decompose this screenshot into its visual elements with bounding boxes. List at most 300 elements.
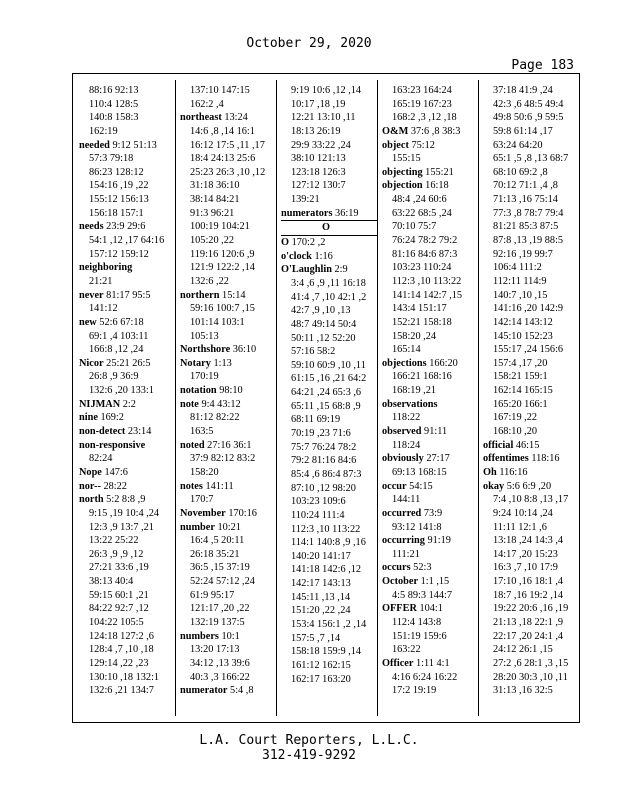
index-continuation-line: 65:11 ,15 68:8 ,9 (291, 400, 361, 412)
index-continuation-line: 142:14 143:12 (493, 316, 553, 328)
index-references: 116:16 (496, 466, 528, 478)
index-continuation-line: 165:20 166:1 (493, 398, 548, 410)
index-headword-line (79, 466, 175, 480)
column-divider (276, 80, 277, 716)
index-continuation-line: 18:13 26:19 (291, 125, 341, 137)
index-continuation-line: 119:16 120:6 ,9 (190, 248, 255, 260)
index-headword: Nope (79, 466, 102, 478)
index-continuation-line: 13:22 25:22 (89, 535, 139, 547)
index-headword-line (180, 398, 276, 412)
index-continuation-line: 17:2 19:19 (392, 685, 437, 697)
index-references: 169:2 (97, 412, 124, 424)
index-headword: o'clock (281, 250, 312, 262)
index-continuation-line: 26:3 ,9 ,9 ,12 (89, 548, 144, 560)
index-continuation-line: 68:11 69:19 (291, 414, 341, 426)
index-references: 118:16 (528, 453, 560, 465)
footer-phone: 312-419-9292 (262, 748, 356, 763)
index-headword-line (483, 452, 579, 466)
index-continuation-line: 140:20 141:17 (291, 550, 351, 562)
index-references: 5:4 ,8 (227, 685, 254, 697)
index-headword: northern (180, 289, 220, 301)
index-continuation-line: 13:18 ,24 14:3 ,4 (493, 535, 564, 547)
index-references: 9:4 43:12 (198, 398, 241, 410)
index-continuation-line: 16:12 17:5 ,11 ,17 (190, 139, 265, 151)
index-continuation-line: 163:23 164:24 (392, 85, 452, 96)
index-headword: notes (180, 480, 203, 492)
index-continuation-line: 63:22 68:5 ,24 (392, 207, 452, 219)
index-continuation-line: 9:15 ,19 10:4 ,24 (89, 507, 160, 519)
index-references: 36:10 (230, 344, 257, 356)
index-headword-line (79, 139, 175, 153)
index-continuation-line: 21:13 ,18 22:1 ,9 (493, 616, 564, 628)
index-headword-line (483, 439, 579, 453)
index-continuation-line: 110:4 128:5 (89, 98, 139, 110)
index-references: 75:12 (408, 139, 435, 151)
index-references: 104:1 (416, 603, 443, 615)
index-headword: occur (382, 480, 407, 492)
index-continuation-line: 42:3 ,6 48:5 49:4 (493, 98, 564, 110)
index-continuation-line: 145:11 ,13 ,14 (291, 591, 351, 603)
index-continuation-line: 168:2 ,3 ,12 ,18 (392, 112, 457, 124)
index-continuation-line: 52:24 57:12 ,24 (190, 576, 255, 588)
index-headword-line (382, 602, 478, 616)
index-continuation-line: 100:19 104:21 (190, 221, 250, 233)
index-references: 1:13 (210, 357, 232, 369)
index-headword: nor-- (79, 480, 101, 492)
index-continuation-line: 112:3 ,10 113:22 (291, 523, 361, 535)
index-continuation-line: 36:5 ,15 37:19 (190, 562, 250, 574)
index-continuation-line: 143:4 151:17 (392, 303, 447, 315)
index-headword-line (79, 425, 175, 439)
index-continuation-line: 86:23 128:12 (89, 166, 144, 178)
index-continuation-line: 37:9 82:12 83:2 (190, 453, 256, 465)
index-headword: O (281, 237, 290, 249)
index-headword-line (180, 630, 276, 644)
index-headword-line (483, 466, 579, 480)
index-headword-line (382, 139, 478, 153)
index-references: 1:11 4:1 (413, 657, 450, 669)
index-headword: northeast (180, 112, 222, 124)
index-continuation-line: 59:10 60:9 ,10 ,11 (291, 359, 366, 371)
index-continuation-line: 162:2 ,4 (190, 98, 224, 110)
index-references: 5:6 6:9 ,20 (504, 480, 552, 492)
index-continuation-line: 70:19 ,23 71:6 (291, 428, 351, 440)
index-headword-line (180, 521, 276, 535)
index-headword-line (483, 480, 579, 494)
index-headword: nine (79, 412, 98, 424)
index-continuation-line: 34:12 ,13 39:6 (190, 657, 250, 669)
index-continuation-line: 57:3 79:18 (89, 153, 134, 165)
index-headword: number (180, 521, 215, 533)
index-continuation-line: 106:4 111:2 (493, 262, 542, 274)
index-continuation-line: 88:16 92:13 (89, 85, 139, 96)
index-references: 10:1 (218, 630, 240, 642)
index-continuation-line: 87:10 ,12 98:20 (291, 482, 356, 494)
index-headword: Oh (483, 466, 497, 478)
index-headword: observed (382, 426, 422, 438)
index-continuation-line: 12:21 13:10 ,11 (291, 112, 356, 124)
index-continuation-line: 26:18 35:21 (190, 548, 240, 560)
index-references: 28:22 (100, 480, 127, 492)
index-continuation-line: 48:4 ,24 60:6 (392, 194, 447, 206)
index-continuation-line: 162:17 163:20 (291, 673, 351, 685)
index-headword-line (180, 507, 276, 521)
index-references: 170:2 ,2 (289, 237, 326, 249)
index-references: 9:12 51:13 (109, 139, 157, 151)
index-references: 36:19 (332, 207, 359, 219)
index-continuation-line: 170:19 (190, 371, 219, 383)
index-continuation-line: 9:24 10:14 ,24 (493, 507, 553, 519)
index-headword-line (180, 684, 276, 698)
index-continuation-line: 137:10 147:15 (190, 85, 250, 96)
index-continuation-line: 17:10 ,16 18:1 ,4 (493, 576, 564, 588)
index-continuation-line: 82:24 (89, 453, 113, 465)
index-continuation-line: 69:1 ,4 103:11 (89, 330, 149, 342)
index-headword-line (281, 263, 377, 277)
index-headword-line (180, 289, 276, 303)
index-headword-line (382, 357, 478, 371)
index-continuation-line: 87:8 ,13 ,19 88:5 (493, 235, 564, 247)
index-references: 46:15 (513, 439, 540, 451)
index-headword: non-detect (79, 426, 126, 438)
index-continuation-line: 65:1 ,5 ,8 ,13 68:7 (493, 153, 569, 165)
index-continuation-line: 142:17 143:13 (291, 578, 351, 590)
index-headword: October (382, 576, 419, 588)
index-references: 98:10 (216, 385, 243, 397)
index-continuation-line: 54:1 ,12 ,17 64:16 (89, 235, 165, 247)
index-continuation-line: 141:12 (89, 303, 118, 315)
index-references: 25:21 26:5 (103, 357, 151, 369)
index-headword-line (382, 507, 478, 521)
index-headword-line (382, 179, 478, 193)
index-headword-line (79, 493, 175, 507)
index-continuation-line: 121:17 ,20 ,22 (190, 603, 250, 615)
index-continuation-line: 158:20 ,24 (392, 330, 437, 342)
index-continuation-line: 38:14 84:21 (190, 194, 240, 206)
index-continuation-line: 28:20 30:3 ,10 ,11 (493, 671, 568, 683)
page-number: Page 183 (511, 58, 574, 73)
index-continuation-line: 156:18 157:1 (89, 207, 144, 219)
index-continuation-line: 4:5 89:3 144:7 (392, 589, 453, 601)
index-headword: occurring (382, 535, 425, 547)
index-continuation-line: 141:16 ,20 142:9 (493, 303, 564, 315)
index-headword: non-responsive (79, 439, 146, 451)
index-continuation-line: 165:14 (392, 344, 421, 356)
index-headword-line (180, 439, 276, 453)
index-continuation-line: 170:7 (190, 494, 214, 506)
index-continuation-line: 114:1 140:8 ,9 ,16 (291, 537, 366, 549)
index-continuation-line: 103:23 110:24 (392, 262, 452, 274)
index-headword-line (382, 125, 478, 139)
index-headword: object (382, 139, 409, 151)
index-continuation-line: 103:23 109:6 (291, 496, 346, 508)
index-continuation-line: 158:20 (190, 466, 219, 478)
index-references: 10:21 (214, 521, 241, 533)
footer-company: L.A. Court Reporters, L.L.C. (199, 733, 419, 748)
index-headword: north (79, 494, 104, 506)
index-continuation-line: 3:4 ,6 ,9 ,11 16:18 (291, 277, 366, 289)
index-continuation-line: 10:17 ,18 ,19 (291, 98, 346, 110)
index-continuation-line: 129:14 ,22 ,23 (89, 657, 149, 669)
index-continuation-line: 21:21 (89, 275, 113, 287)
column-divider (377, 80, 378, 716)
index-headword: occurs (382, 562, 411, 574)
index-continuation-line: 161:12 162:15 (291, 659, 351, 671)
index-continuation-line: 31:18 36:10 (190, 180, 240, 192)
index-continuation-line: 18:4 24:13 25:6 (190, 153, 256, 165)
index-headword: Northshore (180, 344, 231, 356)
index-continuation-line: 155:17 ,24 156:6 (493, 344, 564, 356)
index-references: 1:1 ,15 (418, 576, 450, 588)
index-continuation-line: 16:3 ,7 ,10 17:9 (493, 562, 558, 574)
index-headword-line (79, 439, 175, 453)
index-continuation-line: 168:10 ,20 (493, 426, 538, 438)
index-continuation-line: 168:19 ,21 (392, 385, 437, 397)
index-continuation-line: 123:18 126:3 (291, 166, 346, 178)
index-continuation-line: 104:22 105:5 (89, 616, 144, 628)
index-continuation-line: 163:5 (190, 426, 214, 438)
index-continuation-line: 112:4 143:8 (392, 616, 442, 628)
index-continuation-line: 63:24 64:20 (493, 139, 543, 151)
index-headword: Officer (382, 657, 414, 669)
index-column-4 (382, 84, 478, 698)
index-headword: numerator (180, 685, 228, 697)
index-headword-line (281, 236, 377, 250)
index-continuation-line: 4:16 6:24 16:22 (392, 671, 458, 683)
index-continuation-line: 42:7 ,9 ,10 ,13 (291, 305, 351, 317)
index-continuation-line: 29:9 33:22 ,24 (291, 139, 351, 151)
index-continuation-line: 40:3 ,3 166:22 (190, 671, 250, 683)
index-references: 155:21 (422, 166, 454, 178)
index-continuation-line: 14:17 ,20 15:23 (493, 548, 558, 560)
index-headword-line (180, 480, 276, 494)
index-continuation-line: 37:18 41:9 ,24 (493, 85, 553, 96)
index-continuation-line: 118:24 (392, 439, 421, 451)
index-headword: November (180, 507, 226, 519)
index-headword-line (180, 343, 276, 357)
index-headword: noted (180, 439, 205, 451)
index-continuation-line: 70:12 71:1 ,4 ,8 (493, 180, 558, 192)
index-headword-line (382, 398, 478, 412)
index-continuation-line: 132:6 ,21 134:7 (89, 685, 154, 697)
index-column-1 (79, 84, 175, 698)
index-headword-line (281, 207, 377, 221)
index-references: 2:2 (120, 398, 136, 410)
index-continuation-line: 50:11 ,12 52:20 (291, 332, 356, 344)
index-headword-line (79, 220, 175, 234)
index-headword: notation (180, 385, 217, 397)
index-headword-line (79, 261, 175, 275)
index-continuation-line: 26:8 ,9 36:9 (89, 371, 139, 383)
index-continuation-line: 118:22 (392, 412, 421, 424)
index-continuation-line: 81:21 85:3 87:5 (493, 221, 559, 233)
index-headword-line (79, 480, 175, 494)
index-continuation-line: 101:14 103:1 (190, 316, 245, 328)
index-continuation-line: 166:21 168:16 (392, 371, 452, 383)
index-continuation-line: 128:4 ,7 ,10 ,18 (89, 644, 154, 656)
index-continuation-line: 112:11 114:9 (493, 275, 547, 287)
index-headword: note (180, 398, 199, 410)
index-continuation-line: 112:3 ,10 113:22 (392, 275, 462, 287)
index-continuation-line: 151:20 ,22 ,24 (291, 605, 351, 617)
index-continuation-line: 141:14 142:7 ,15 (392, 289, 463, 301)
index-references: 52:3 (410, 562, 432, 574)
index-references: 147:6 (101, 466, 128, 478)
index-continuation-line: 93:12 141:8 (392, 521, 442, 533)
index-references: 73:9 (421, 507, 443, 519)
index-continuation-line: 132:6 ,22 (190, 275, 229, 287)
index-continuation-line: 141:18 142:6 ,12 (291, 564, 362, 576)
index-continuation-line: 167:19 ,22 (493, 412, 538, 424)
index-continuation-line: 85:4 ,6 86:4 87:3 (291, 468, 362, 480)
index-headword-line (382, 425, 478, 439)
index-headword: objections (382, 357, 427, 369)
index-headword: offentimes (483, 453, 529, 465)
index-continuation-line: 68:10 69:2 ,8 (493, 166, 548, 178)
index-column-2 (180, 84, 276, 698)
index-references: 27:17 (423, 453, 450, 465)
index-headword-line (180, 357, 276, 371)
index-references: 54:15 (406, 480, 433, 492)
index-continuation-line: 166:8 ,12 ,24 (89, 344, 144, 356)
index-continuation-line: 110:24 111:4 (291, 509, 345, 521)
index-continuation-line: 69:13 168:15 (392, 466, 447, 478)
index-headword-line (382, 452, 478, 466)
index-continuation-line: 49:8 50:6 ,9 59:5 (493, 112, 564, 124)
index-continuation-line: 132:6 ,20 133:1 (89, 385, 154, 397)
index-headword-line (382, 561, 478, 575)
index-references: 81:17 95:5 (103, 289, 151, 301)
index-references: 16:18 (422, 180, 449, 192)
index-continuation-line: 61:9 95:17 (190, 589, 235, 601)
index-headword-line (79, 398, 175, 412)
index-references: 91:11 (421, 426, 448, 438)
index-headword: numerators (281, 207, 333, 219)
index-continuation-line: 76:24 78:2 79:2 (392, 235, 458, 247)
index-headword-line (382, 575, 478, 589)
index-continuation-line: 81:16 84:6 87:3 (392, 248, 458, 260)
index-continuation-line: 127:12 130:7 (291, 180, 346, 192)
index-continuation-line: 157:4 ,17 ,20 (493, 357, 548, 369)
index-headword: new (79, 316, 97, 328)
index-continuation-line: 132:19 137:5 (190, 616, 245, 628)
index-references: 2:9 (331, 264, 348, 276)
index-continuation-line: 18:7 ,16 19:2 ,14 (493, 589, 564, 601)
index-headword-line (382, 166, 478, 180)
index-references: 23:9 29:6 (103, 221, 146, 233)
index-continuation-line: 7:4 ,10 8:8 ,13 ,17 (493, 494, 569, 506)
index-continuation-line: 140:7 ,10 ,15 (493, 289, 548, 301)
index-headword: needed (79, 139, 110, 151)
index-headword: okay (483, 480, 505, 492)
index-headword: objection (382, 180, 423, 192)
index-continuation-line: 153:4 156:1 ,2 ,14 (291, 618, 367, 630)
document-date: October 29, 2020 (246, 36, 372, 51)
index-continuation-line: 92:16 ,19 99:7 (493, 248, 553, 260)
index-column-5 (483, 84, 579, 698)
index-continuation-line: 48:7 49:14 50:4 (291, 318, 357, 330)
index-headword-line (180, 384, 276, 398)
index-continuation-line: 84:22 92:7 ,12 (89, 603, 149, 615)
index-headword: needs (79, 221, 104, 233)
index-continuation-line: 81:12 82:22 (190, 412, 240, 424)
index-continuation-line: 31:13 ,16 32:5 (493, 685, 553, 697)
index-continuation-line: 130:10 ,18 132:1 (89, 671, 160, 683)
index-continuation-line: 151:19 159:6 (392, 630, 447, 642)
index-continuation-line: 155:12 156:13 (89, 194, 149, 206)
index-headword-line (79, 289, 175, 303)
index-headword-line (382, 534, 478, 548)
index-continuation-line: 158:21 159:1 (493, 371, 548, 383)
index-continuation-line: 140:8 158:3 (89, 112, 139, 124)
index-continuation-line: 145:10 152:23 (493, 330, 553, 342)
index-headword-line (180, 111, 276, 125)
index-continuation-line: 162:19 (89, 125, 118, 137)
index-continuation-line: 152:21 158:18 (392, 316, 452, 328)
index-continuation-line: 61:15 ,16 ,21 64:2 (291, 373, 367, 385)
index-headword-line (79, 357, 175, 371)
index-continuation-line: 163:22 (392, 644, 421, 656)
column-divider (478, 80, 479, 716)
index-continuation-line: 91:3 96:21 (190, 207, 235, 219)
index-references: 166:20 (426, 357, 458, 369)
index-continuation-line: 59:16 100:7 ,15 (190, 303, 255, 315)
index-continuation-line: 70:10 75:7 (392, 221, 437, 233)
index-continuation-line: 59:15 60:1 ,21 (89, 589, 149, 601)
index-continuation-line: 11:11 12:1 ,6 (493, 521, 547, 533)
index-continuation-line: 16:4 ,5 20:11 (190, 535, 245, 547)
index-continuation-line: 111:21 (392, 548, 420, 560)
index-headword: O'Laughlin (281, 264, 332, 276)
index-continuation-line: 158:18 159:9 ,14 (291, 646, 362, 658)
index-continuation-line: 79:2 81:16 84:6 (291, 455, 357, 467)
index-continuation-line: 24:12 26:1 ,15 (493, 644, 553, 656)
index-references: 52:6 67:18 (96, 316, 144, 328)
index-continuation-line: 157:5 ,7 ,14 (291, 632, 341, 644)
index-references: 170:16 (225, 507, 257, 519)
index-continuation-line: 157:12 159:12 (89, 248, 149, 260)
index-continuation-line: 154:16 ,19 ,22 (89, 180, 149, 192)
index-headword-line (79, 411, 175, 425)
index-headword-line (382, 480, 478, 494)
index-references: 1:16 (311, 250, 333, 262)
index-continuation-line: 13:20 17:13 (190, 644, 240, 656)
index-references: 13:24 (221, 112, 248, 124)
index-continuation-line: 38:13 40:4 (89, 576, 134, 588)
index-continuation-line: 27:2 ,6 28:1 ,3 ,15 (493, 657, 569, 669)
index-continuation-line: 25:23 26:3 ,10 ,12 (190, 166, 266, 178)
index-headword-line (281, 250, 377, 264)
index-continuation-line: 22:17 ,20 24:1 ,4 (493, 630, 564, 642)
index-headword: observations (382, 398, 438, 410)
index-references: 15:14 (219, 289, 246, 301)
index-references: 37:6 ,8 38:3 (408, 125, 461, 137)
section-letter: O (281, 220, 377, 236)
index-continuation-line: 19:22 20:6 ,16 ,19 (493, 603, 569, 615)
index-headword: Notary (180, 357, 211, 369)
index-column-3 (281, 84, 377, 686)
index-continuation-line: 14:6 ,8 ,14 16:1 (190, 125, 255, 137)
index-headword: occurred (382, 507, 422, 519)
index-continuation-line: 59:8 61:14 ,17 (493, 125, 553, 137)
index-continuation-line: 139:21 (291, 194, 320, 206)
index-continuation-line: 12:3 ,9 13:7 ,21 (89, 521, 154, 533)
index-continuation-line: 64:21 ,24 65:3 ,6 (291, 387, 362, 399)
index-continuation-line: 124:18 127:2 ,6 (89, 630, 154, 642)
index-references: 91:19 (424, 535, 451, 547)
index-references: 5:2 8:8 ,9 (103, 494, 146, 506)
index-continuation-line: 162:14 165:15 (493, 385, 553, 397)
